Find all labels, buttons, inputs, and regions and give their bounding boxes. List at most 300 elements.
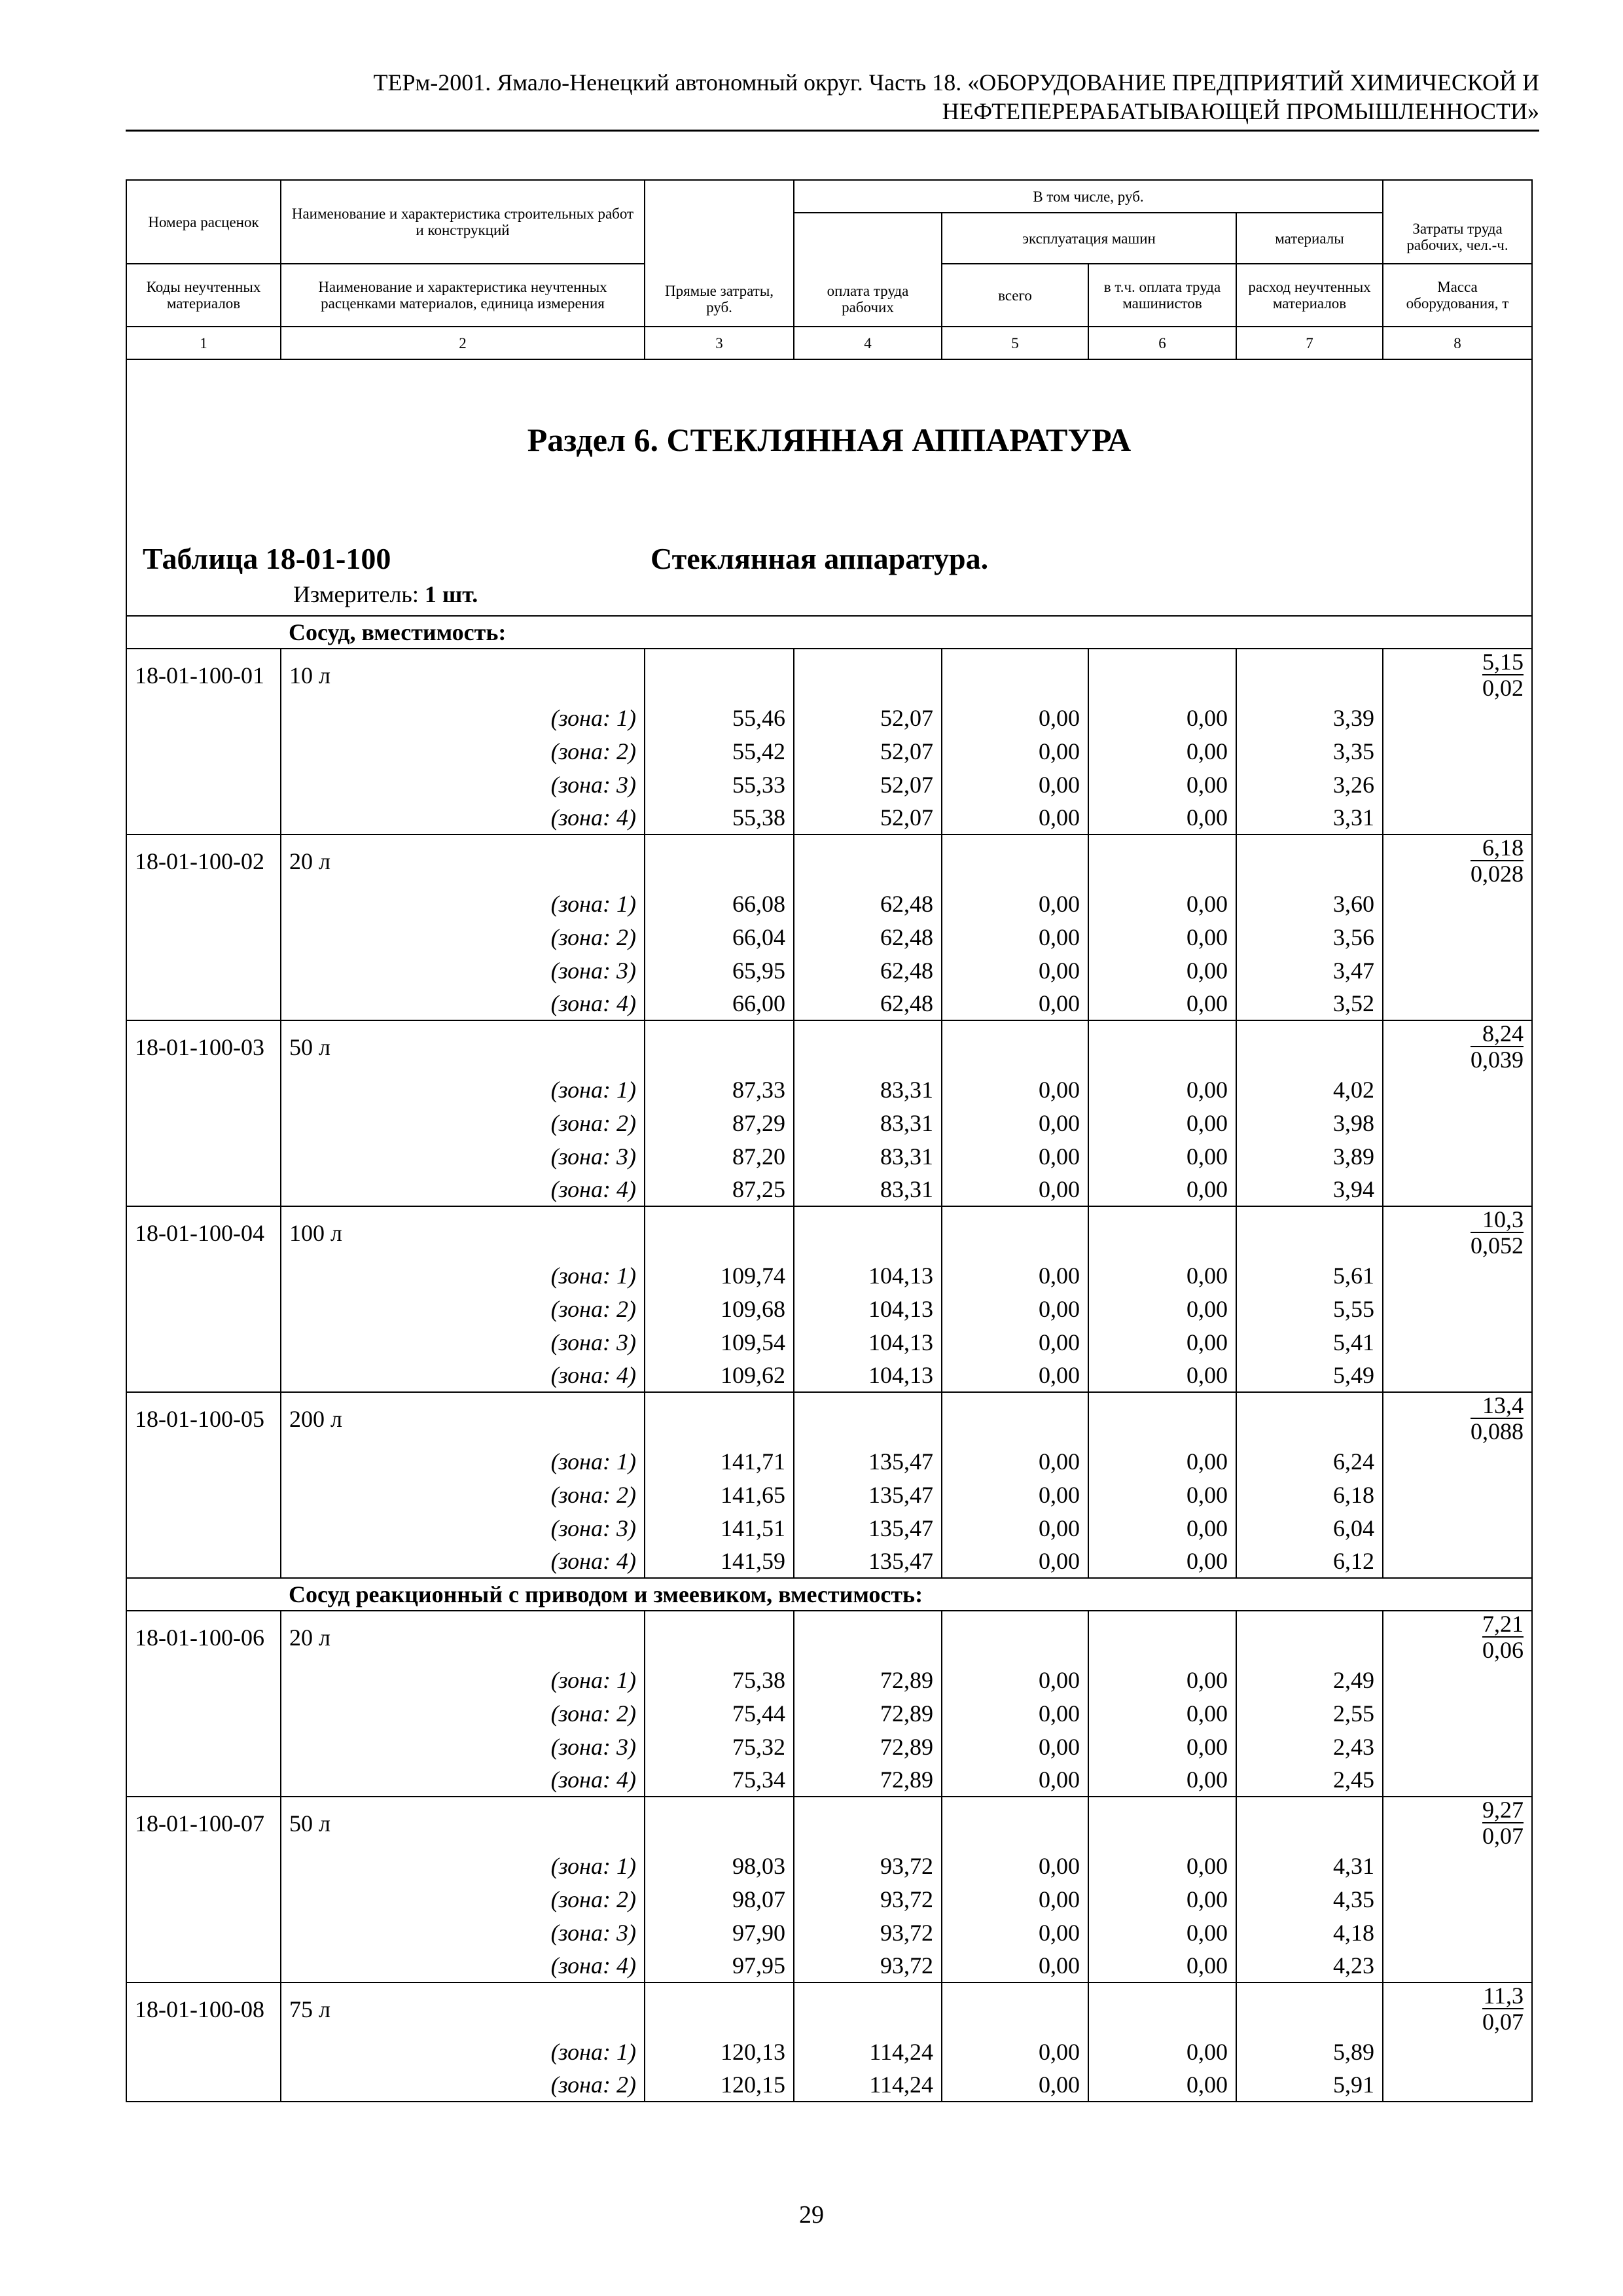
equipment-mass: 0,07 [1482, 2009, 1524, 2035]
empty [126, 1139, 281, 1173]
empty [1383, 1359, 1532, 1392]
empty [126, 1763, 281, 1797]
materials-cost: 4,31 [1236, 1849, 1383, 1882]
cell-col-8 [1383, 1982, 1532, 2035]
cell-col-2 [281, 1020, 645, 1073]
worker-wages: 135,47 [794, 1545, 942, 1578]
column-number-3: 3 [645, 327, 794, 359]
empty [126, 1849, 281, 1882]
empty [126, 1478, 281, 1511]
col1-header-bottom: Коды неучтенных материалов [126, 264, 281, 327]
empty [1383, 1173, 1532, 1206]
labor-mass-fraction [1482, 1611, 1524, 1662]
zone-label: (зона: 2) [281, 1106, 645, 1139]
rate-code: 18-01-100-01 [135, 662, 264, 689]
cell-col-8 [1383, 649, 1532, 701]
zone-label: (зона: 1) [281, 701, 645, 734]
operator-wages: 0,00 [1088, 1849, 1236, 1882]
column-number-4: 4 [794, 327, 942, 359]
operator-wages: 0,00 [1088, 1106, 1236, 1139]
operator-wages: 0,00 [1088, 1173, 1236, 1206]
zone-row [126, 1949, 1532, 1982]
cell-col-2 [281, 1611, 645, 1663]
empty [1383, 1106, 1532, 1139]
worker-wages: 72,89 [794, 1663, 942, 1696]
operator-wages: 0,00 [1088, 1916, 1236, 1949]
materials-cost: 3,89 [1236, 1139, 1383, 1173]
materials-cost: 4,23 [1236, 1949, 1383, 1982]
zone-label: (зона: 4) [281, 1545, 645, 1578]
cell-col-6 [1088, 649, 1236, 701]
operator-wages: 0,00 [1088, 954, 1236, 987]
zone-row [126, 920, 1532, 954]
materials-cost: 4,18 [1236, 1916, 1383, 1949]
machine-cost: 0,00 [942, 1882, 1088, 1916]
materials-cost: 3,60 [1236, 887, 1383, 920]
zone-label: (зона: 4) [281, 1949, 645, 1982]
materials-cost: 3,26 [1236, 768, 1383, 801]
zone-row [126, 701, 1532, 734]
operator-wages: 0,00 [1088, 1444, 1236, 1478]
empty [1383, 954, 1532, 987]
empty [126, 2068, 281, 2102]
zone-row [126, 1730, 1532, 1763]
machine-cost: 0,00 [942, 1173, 1088, 1206]
zone-label: (зона: 3) [281, 768, 645, 801]
empty [1383, 734, 1532, 768]
cell-col-3 [645, 1206, 794, 1259]
cell-col-7 [1236, 1797, 1383, 1849]
worker-wages: 62,48 [794, 887, 942, 920]
worker-wages: 93,72 [794, 1916, 942, 1949]
materials-header: материалы [1236, 213, 1383, 264]
cell-col-2 [281, 1982, 645, 2035]
worker-wages: 93,72 [794, 1949, 942, 1982]
labor-mass-fraction [1471, 1021, 1524, 1072]
empty [126, 1511, 281, 1545]
machine-cost: 0,00 [942, 701, 1088, 734]
cell-col-7 [1236, 834, 1383, 887]
worker-wages: 83,31 [794, 1139, 942, 1173]
empty [1383, 1444, 1532, 1478]
machine-cost: 0,00 [942, 1259, 1088, 1292]
machine-cost: 0,00 [942, 1696, 1088, 1730]
direct-cost: 109,68 [645, 1292, 794, 1325]
running-header-line-2: НЕФТЕПЕРЕРАБАТЫВАЮЩЕЙ ПРОМЫШЛЕННОСТИ» [942, 98, 1539, 124]
zone-row [126, 887, 1532, 920]
empty [126, 1696, 281, 1730]
machine-cost: 0,00 [942, 801, 1088, 834]
operator-wages: 0,00 [1088, 801, 1236, 834]
cell-col-6 [1088, 1982, 1236, 2035]
empty [1383, 768, 1532, 801]
operator-wages: 0,00 [1088, 920, 1236, 954]
cell-col-5 [942, 1797, 1088, 1849]
direct-cost: 87,25 [645, 1173, 794, 1206]
operator-wages: 0,00 [1088, 1259, 1236, 1292]
materials-cost: 4,35 [1236, 1882, 1383, 1916]
cell-col-4 [794, 649, 942, 701]
zone-row [126, 1444, 1532, 1478]
operator-wages: 0,00 [1088, 1763, 1236, 1797]
empty [1383, 1949, 1532, 1982]
empty [1383, 1073, 1532, 1106]
cell-col-5 [942, 1020, 1088, 1073]
zone-label: (зона: 4) [281, 801, 645, 834]
operator-wages: 0,00 [1088, 987, 1236, 1020]
direct-cost: 75,38 [645, 1663, 794, 1696]
cell-col-8 [1383, 834, 1532, 887]
cell-col-6 [1088, 1611, 1236, 1663]
materials-cost: 6,12 [1236, 1545, 1383, 1578]
unit-label: Измеритель: [293, 581, 419, 607]
empty [126, 1359, 281, 1392]
direct-cost: 97,95 [645, 1949, 794, 1982]
zone-row [126, 1139, 1532, 1173]
rate-code: 18-01-100-07 [135, 1810, 264, 1837]
cell-col-6 [1088, 1392, 1236, 1444]
section-title: Раздел 6. СТЕКЛЯННАЯ АППАРАТУРА [527, 422, 1132, 458]
empty [126, 1073, 281, 1106]
empty [1383, 1663, 1532, 1696]
item-name: 200 л [289, 1405, 342, 1432]
cell-col-2 [281, 1206, 645, 1259]
cell-col-8 [1383, 1206, 1532, 1259]
cell-col-8 [1383, 1020, 1532, 1073]
machine-cost: 0,00 [942, 1763, 1088, 1797]
cell-col-2 [281, 834, 645, 887]
column-number-8: 8 [1383, 327, 1532, 359]
zone-label: (зона: 1) [281, 887, 645, 920]
cell-col-5 [942, 1982, 1088, 2035]
materials-cost: 6,18 [1236, 1478, 1383, 1511]
zone-label: (зона: 1) [281, 1849, 645, 1882]
operator-wages: 0,00 [1088, 734, 1236, 768]
cell-col-6 [1088, 1020, 1236, 1073]
cell-col-2 [281, 1392, 645, 1444]
labor-mass-fraction [1471, 1207, 1524, 1258]
rate-code: 18-01-100-03 [135, 1033, 264, 1060]
rate-code: 18-01-100-05 [135, 1405, 264, 1432]
worker-wages: 72,89 [794, 1730, 942, 1763]
empty [126, 1106, 281, 1139]
table-row [126, 649, 1532, 701]
cell-col-2 [281, 649, 645, 701]
labor-mass-fraction [1482, 649, 1524, 700]
machine-cost: 0,00 [942, 2035, 1088, 2068]
zone-row [126, 801, 1532, 834]
machines-header: эксплуатация машин [942, 213, 1236, 264]
empty [126, 1259, 281, 1292]
direct-cost: 66,08 [645, 887, 794, 920]
materials-cost: 3,31 [1236, 801, 1383, 834]
labor-cost: 11,3 [1483, 1982, 1524, 2009]
equipment-mass: 0,088 [1471, 1418, 1524, 1444]
table-row [126, 1611, 1532, 1663]
empty [126, 701, 281, 734]
zone-row [126, 954, 1532, 987]
cell-col-4 [794, 1392, 942, 1444]
column-number-7: 7 [1236, 327, 1383, 359]
operator-wages: 0,00 [1088, 1359, 1236, 1392]
machine-cost: 0,00 [942, 1849, 1088, 1882]
cell-col-8 [1383, 1611, 1532, 1663]
machine-cost: 0,00 [942, 1073, 1088, 1106]
zone-row [126, 1359, 1532, 1392]
cell-col-3 [645, 1982, 794, 2035]
machine-cost: 0,00 [942, 1139, 1088, 1173]
zone-label: (зона: 2) [281, 1696, 645, 1730]
materials-cost: 5,55 [1236, 1292, 1383, 1325]
labor-cost: 13,4 [1471, 1393, 1524, 1419]
cell-col-3 [645, 834, 794, 887]
machine-cost: 0,00 [942, 1292, 1088, 1325]
empty [126, 1882, 281, 1916]
cell-col-2 [281, 1797, 645, 1849]
cell-col-3 [645, 1797, 794, 1849]
zone-row [126, 1663, 1532, 1696]
materials-cost: 2,43 [1236, 1730, 1383, 1763]
direct-cost: 141,71 [645, 1444, 794, 1478]
equipment-mass: 0,052 [1471, 1232, 1524, 1259]
zone-label: (зона: 2) [281, 2068, 645, 2102]
empty [1383, 2068, 1532, 2102]
materials-cost: 6,24 [1236, 1444, 1383, 1478]
item-name: 75 л [289, 1996, 330, 2022]
materials-cost: 3,52 [1236, 987, 1383, 1020]
table-row [126, 1020, 1532, 1073]
cell-col-1 [126, 834, 281, 887]
direct-cost: 98,03 [645, 1849, 794, 1882]
direct-cost: 141,59 [645, 1545, 794, 1578]
table-row [126, 1206, 1532, 1259]
direct-cost: 87,20 [645, 1139, 794, 1173]
worker-wages: 62,48 [794, 920, 942, 954]
machine-cost: 0,00 [942, 954, 1088, 987]
col3-header: Прямые затраты, руб. [645, 180, 794, 327]
cell-col-1 [126, 1392, 281, 1444]
labor-cost: 7,21 [1482, 1611, 1524, 1637]
item-name: 20 л [289, 1624, 330, 1651]
empty [126, 1916, 281, 1949]
empty [126, 1173, 281, 1206]
direct-cost: 65,95 [645, 954, 794, 987]
operator-wages: 0,00 [1088, 701, 1236, 734]
empty [1383, 1545, 1532, 1578]
cell-col-3 [645, 1611, 794, 1663]
materials-cost: 3,35 [1236, 734, 1383, 768]
direct-cost: 87,33 [645, 1073, 794, 1106]
empty [126, 1444, 281, 1478]
zone-row [126, 1849, 1532, 1882]
operator-wages: 0,00 [1088, 1325, 1236, 1359]
column-numbers-row [126, 327, 1532, 359]
labor-cost: 8,24 [1471, 1021, 1524, 1047]
empty [1383, 801, 1532, 834]
empty [1383, 1478, 1532, 1511]
cell-col-8 [1383, 1392, 1532, 1444]
machine-cost: 0,00 [942, 920, 1088, 954]
machine-cost: 0,00 [942, 1916, 1088, 1949]
cell-col-7 [1236, 649, 1383, 701]
empty [1383, 1916, 1532, 1949]
cell-col-8 [1383, 1797, 1532, 1849]
direct-cost: 66,00 [645, 987, 794, 1020]
zone-row [126, 1478, 1532, 1511]
direct-cost: 55,33 [645, 768, 794, 801]
column-number-6: 6 [1088, 327, 1236, 359]
equipment-mass: 0,028 [1471, 861, 1524, 887]
zone-label: (зона: 4) [281, 987, 645, 1020]
worker-wages: 114,24 [794, 2035, 942, 2068]
item-name: 50 л [289, 1033, 330, 1060]
cell-col-7 [1236, 1392, 1383, 1444]
empty [1383, 1763, 1532, 1797]
zone-label: (зона: 4) [281, 1173, 645, 1206]
materials-cost: 5,49 [1236, 1359, 1383, 1392]
rate-code: 18-01-100-02 [135, 848, 264, 874]
zone-row [126, 1325, 1532, 1359]
operator-wages: 0,00 [1088, 1882, 1236, 1916]
empty [1383, 1730, 1532, 1763]
empty [126, 1949, 281, 1982]
item-name: 10 л [289, 662, 330, 689]
zone-row [126, 2035, 1532, 2068]
table-number: Таблица 18-01-100 [143, 542, 391, 575]
machine-cost: 0,00 [942, 1478, 1088, 1511]
zone-label: (зона: 2) [281, 1882, 645, 1916]
zone-row [126, 1882, 1532, 1916]
worker-wages: 83,31 [794, 1073, 942, 1106]
materials-cost: 5,61 [1236, 1259, 1383, 1292]
empty [1383, 2035, 1532, 2068]
worker-wages: 72,89 [794, 1763, 942, 1797]
operator-wages: 0,00 [1088, 768, 1236, 801]
table-body [126, 616, 1532, 2102]
zone-label: (зона: 2) [281, 1292, 645, 1325]
worker-wages: 93,72 [794, 1882, 942, 1916]
empty [1383, 1511, 1532, 1545]
materials-cost: 3,56 [1236, 920, 1383, 954]
materials-cost: 2,49 [1236, 1663, 1383, 1696]
zone-row [126, 1073, 1532, 1106]
cell-col-7 [1236, 1982, 1383, 2035]
worker-wages: 62,48 [794, 954, 942, 987]
labor-cost: 9,27 [1482, 1797, 1524, 1823]
worker-wages: 114,24 [794, 2068, 942, 2102]
cell-col-1 [126, 649, 281, 701]
cell-col-4 [794, 834, 942, 887]
operator-wages: 0,00 [1088, 1949, 1236, 1982]
empty [1383, 920, 1532, 954]
empty [126, 768, 281, 801]
empty [1383, 1259, 1532, 1292]
in-total-header: В том числе, руб. [794, 180, 1383, 213]
empty [126, 1292, 281, 1325]
labor-cost: 6,18 [1471, 835, 1524, 861]
cell-col-1 [126, 1982, 281, 2035]
col8-header-top: Затраты труда рабочих, чел.-ч. [1383, 180, 1532, 264]
materials-cost: 3,98 [1236, 1106, 1383, 1139]
group-title-row [126, 616, 1532, 649]
col4-header: оплата труда рабочих [794, 213, 942, 327]
equipment-mass: 0,07 [1482, 1823, 1524, 1849]
operator-wages: 0,00 [1088, 887, 1236, 920]
cell-col-4 [794, 1206, 942, 1259]
zone-label: (зона: 2) [281, 734, 645, 768]
direct-cost: 120,13 [645, 2035, 794, 2068]
zone-label: (зона: 3) [281, 1730, 645, 1763]
empty [1383, 887, 1532, 920]
direct-cost: 55,42 [645, 734, 794, 768]
worker-wages: 135,47 [794, 1478, 942, 1511]
operator-wages: 0,00 [1088, 1292, 1236, 1325]
cell-col-7 [1236, 1206, 1383, 1259]
col8-header-bottom: Масса оборудования, т [1383, 264, 1532, 327]
direct-cost: 75,44 [645, 1696, 794, 1730]
zone-row [126, 768, 1532, 801]
worker-wages: 135,47 [794, 1444, 942, 1478]
col6-header: в т.ч. оплата труда машинистов [1088, 264, 1236, 327]
empty [126, 954, 281, 987]
direct-cost: 109,74 [645, 1259, 794, 1292]
section-block [126, 359, 1532, 616]
zone-row [126, 734, 1532, 768]
labor-mass-fraction [1482, 1797, 1524, 1848]
materials-cost: 5,91 [1236, 2068, 1383, 2102]
cell-col-6 [1088, 1797, 1236, 1849]
zone-row [126, 1696, 1532, 1730]
zone-row [126, 987, 1532, 1020]
worker-wages: 93,72 [794, 1849, 942, 1882]
cell-col-5 [942, 1206, 1088, 1259]
cell-col-4 [794, 1020, 942, 1073]
materials-cost: 2,45 [1236, 1763, 1383, 1797]
labor-mass-fraction [1482, 1983, 1524, 2034]
unit-line [293, 580, 478, 609]
machine-cost: 0,00 [942, 1359, 1088, 1392]
direct-cost: 87,29 [645, 1106, 794, 1139]
worker-wages: 104,13 [794, 1359, 942, 1392]
equipment-mass: 0,06 [1482, 1637, 1524, 1663]
worker-wages: 104,13 [794, 1325, 942, 1359]
direct-cost: 75,32 [645, 1730, 794, 1763]
machine-cost: 0,00 [942, 1325, 1088, 1359]
empty [1383, 1696, 1532, 1730]
zone-row [126, 1292, 1532, 1325]
group-title: Сосуд, вместимость: [281, 616, 1532, 649]
machine-cost: 0,00 [942, 1545, 1088, 1578]
cell-col-6 [1088, 834, 1236, 887]
price-table [126, 179, 1533, 2102]
rate-code: 18-01-100-06 [135, 1624, 264, 1651]
zone-row [126, 1763, 1532, 1797]
materials-cost: 5,89 [1236, 2035, 1383, 2068]
operator-wages: 0,00 [1088, 1696, 1236, 1730]
empty [126, 1663, 281, 1696]
direct-cost: 55,38 [645, 801, 794, 834]
labor-cost: 10,3 [1471, 1207, 1524, 1233]
worker-wages: 72,89 [794, 1696, 942, 1730]
zone-row [126, 2068, 1532, 2102]
empty [1383, 987, 1532, 1020]
empty [126, 1730, 281, 1763]
cell-col-1 [126, 1797, 281, 1849]
unit-value: 1 шт. [424, 581, 478, 607]
table-row [126, 834, 1532, 887]
group-title-spacer [126, 1578, 281, 1611]
direct-cost: 66,04 [645, 920, 794, 954]
